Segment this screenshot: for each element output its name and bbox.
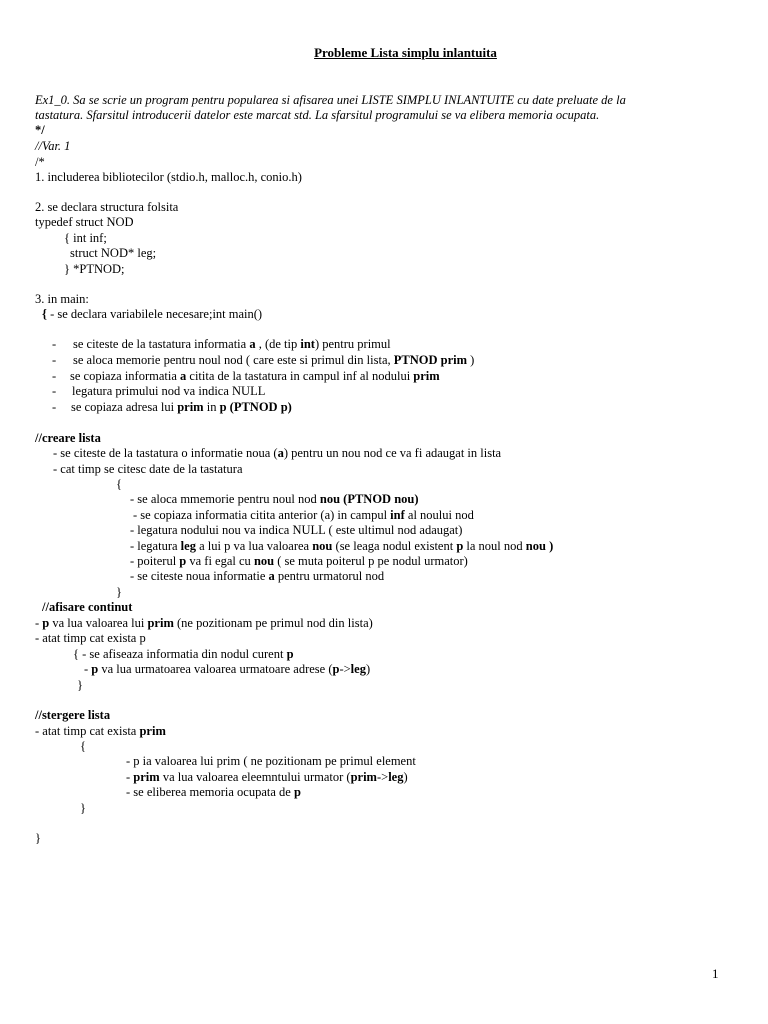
text-segment: ( — [332, 539, 340, 553]
text-line — [126, 785, 301, 800]
bold-text-segment: nou — [319, 492, 341, 506]
text-line — [73, 647, 294, 662]
bold-text-segment: p — [219, 400, 227, 414]
bold-text-segment: p — [286, 647, 294, 661]
text-line — [35, 123, 45, 138]
list-bullet: - — [52, 384, 57, 398]
text-line — [116, 585, 122, 600]
text-segment: ) pentru primul — [314, 337, 391, 351]
text-segment: - legatura — [130, 539, 181, 553]
text-segment: - atat timp cat exista p — [35, 631, 146, 645]
bold-text-segment: //creare lista — [35, 431, 101, 445]
text-segment: - poiterul — [130, 554, 180, 568]
text-line — [130, 539, 553, 554]
text-line — [126, 754, 416, 769]
text-line — [70, 369, 440, 384]
text-line — [35, 831, 41, 846]
text-segment: va lua valoarea eleemntului urmator ( — [159, 770, 351, 784]
text-line — [73, 337, 391, 352]
text-line — [42, 600, 132, 615]
text-line — [84, 662, 370, 677]
text-segment: - — [84, 662, 92, 676]
text-segment: -> — [376, 770, 389, 784]
text-line — [133, 508, 474, 523]
text-line — [35, 108, 599, 123]
text-segment: - se eliberea memoria ocupata de — [126, 785, 294, 799]
text-segment: 2. se declara structura folsita — [35, 200, 179, 214]
document-title: Probleme Lista simplu inlantuita — [314, 45, 497, 60]
text-segment: a lui p va lua valoarea — [195, 539, 313, 553]
text-segment: { — [80, 739, 86, 753]
text-segment: - se aloca mmemorie pentru noul nod — [130, 492, 320, 506]
text-segment: se copiaza adresa lui — [71, 400, 178, 414]
bold-text-segment: leg — [350, 662, 366, 676]
text-line — [80, 739, 86, 754]
text-segment: - se declara variabilele necesare;int main() — [46, 307, 263, 321]
bold-text-segment: p — [293, 785, 301, 799]
list-bullet: - — [52, 337, 57, 351]
text-segment: } — [116, 585, 122, 599]
text-line — [70, 246, 156, 261]
text-segment: citita de la tastatura in campul inf al nodului — [186, 369, 414, 383]
text-segment: se copiaza informatia — [70, 369, 181, 383]
text-line — [35, 215, 134, 230]
bold-text-segment: prim — [147, 616, 174, 630]
bold-text-segment: prim — [139, 724, 166, 738]
text-segment: ) — [467, 353, 475, 367]
bold-text-segment: nou — [253, 554, 275, 568]
text-line — [35, 155, 45, 170]
text-segment: ) — [365, 662, 371, 676]
bold-text-segment: nou — [312, 539, 333, 553]
bold-text-segment: a — [277, 446, 284, 460]
text-line — [35, 708, 110, 723]
text-line — [64, 262, 125, 277]
bold-text-segment: p — [42, 616, 50, 630]
bold-text-segment: ) — [545, 539, 554, 553]
bold-text-segment: nou — [525, 539, 546, 553]
text-segment: 1. includerea bibliotecilor (stdio.h, malloc.h, conio.h) — [35, 170, 302, 184]
text-line — [35, 616, 373, 631]
text-line — [42, 307, 262, 322]
text-segment: { — [116, 477, 122, 491]
text-segment: se leaga nodul existent — [339, 539, 457, 553]
bold-text-segment: prim — [413, 369, 440, 383]
page-number: 1 — [712, 966, 719, 981]
text-segment: - — [126, 770, 134, 784]
text-line — [53, 446, 501, 461]
text-line — [35, 200, 178, 215]
text-line — [126, 770, 408, 785]
text-segment: } *PTNOD; — [64, 262, 125, 276]
text-segment: { int inf; — [64, 231, 107, 245]
text-segment: ) pentru un nou nod ce va fi adaugat in lista — [283, 446, 502, 460]
text-line — [35, 431, 101, 446]
text-segment: } — [35, 831, 41, 845]
text-line — [130, 554, 468, 569]
text-line — [130, 523, 462, 538]
text-segment: - atat timp cat exista — [35, 724, 140, 738]
text-segment: va fi egal cu — [186, 554, 254, 568]
text-segment: la noul nod — [463, 539, 526, 553]
bold-text-segment: prim — [177, 400, 204, 414]
text-segment: va lua valoarea lui — [49, 616, 148, 630]
bold-text-segment: prim — [350, 770, 377, 784]
bold-text-segment: (PTNOD nou) — [343, 492, 419, 506]
text-line — [53, 462, 243, 477]
text-line — [35, 93, 626, 108]
text-line — [64, 231, 107, 246]
text-segment: struct NOD* leg; — [70, 246, 157, 260]
text-segment: } — [77, 678, 83, 692]
bold-text-segment: PTNOD prim — [393, 353, 468, 367]
text-segment: al noului nod — [404, 508, 474, 522]
bold-text-segment: */ — [35, 123, 45, 137]
text-line — [72, 384, 265, 399]
text-line — [35, 139, 70, 154]
text-line — [80, 801, 86, 816]
bold-text-segment: leg — [180, 539, 196, 553]
text-segment: pentru urmatorul nod — [274, 569, 385, 583]
text-segment: 3. in main: — [35, 292, 89, 306]
text-segment: va lua urmatoarea valoarea urmatoare adrese ( — [98, 662, 333, 676]
text-segment: ( se muta poiterul p pe nodul urmator) — [274, 554, 468, 568]
text-segment: Ex1_0. Sa se scrie un program pentru popularea si afisarea unei LISTE SIMPLU INLANTUITE cu date preluate de la — [35, 93, 626, 107]
text-segment: - p ia valoarea lui prim ( ne pozitionam pe primul element — [126, 754, 416, 768]
list-bullet: - — [52, 400, 57, 414]
bold-text-segment: leg — [388, 770, 404, 784]
bold-text-segment: p — [179, 554, 187, 568]
text-segment: legatura primului nod va indica NULL — [72, 384, 266, 398]
text-segment: -> — [339, 662, 351, 676]
text-segment: - legatura nodului nou va indica NULL ( este ultimul nod adaugat) — [130, 523, 463, 537]
text-line — [35, 170, 302, 185]
text-line — [35, 292, 89, 307]
bold-text-segment: p — [456, 539, 464, 553]
text-line — [35, 631, 146, 646]
text-segment: (ne pozitionam pe primul nod din lista) — [173, 616, 373, 630]
bold-text-segment: //afisare continut — [42, 600, 133, 614]
text-line — [130, 569, 384, 584]
text-segment: tastatura. Sfarsitul introducerii datelor este marcat std. La sfarsitul programului se va elibera memoria ocupata. — [35, 108, 600, 122]
bold-text-segment: a — [180, 369, 187, 383]
text-line — [77, 678, 83, 693]
text-segment: se citeste de la tastatura informatia — [73, 337, 250, 351]
text-line — [71, 400, 292, 415]
text-line — [73, 353, 474, 368]
bold-text-segment: //stergere lista — [35, 708, 111, 722]
bold-text-segment: a — [249, 337, 256, 351]
list-bullet: - — [52, 353, 57, 367]
text-segment: in — [203, 400, 220, 414]
text-segment: - se citeste noua informatie — [130, 569, 269, 583]
bold-text-segment: p — [91, 662, 99, 676]
text-segment: /* — [35, 155, 45, 169]
text-segment: - se copiaza informatia citita anterior (a) in campul — [133, 508, 391, 522]
text-segment: , (de tip — [255, 337, 301, 351]
text-line — [130, 492, 419, 507]
text-segment: typedef struct NOD — [35, 215, 134, 229]
text-segment: - cat timp se citesc date de la tastatura — [53, 462, 243, 476]
bold-text-segment: a — [268, 569, 275, 583]
text-segment: ) — [403, 770, 408, 784]
bold-text-segment: (PTNOD p) — [226, 400, 292, 414]
bold-text-segment: p — [332, 662, 340, 676]
text-segment: //Var. 1 — [35, 139, 71, 153]
text-segment: } — [80, 801, 86, 815]
text-segment: - se citeste de la tastatura o informatie noua ( — [53, 446, 278, 460]
text-line — [35, 724, 166, 739]
text-line — [116, 477, 122, 492]
bold-text-segment: inf — [390, 508, 405, 522]
text-segment: se aloca memorie pentru noul nod ( care este si primul din lista, — [73, 353, 394, 367]
bold-text-segment: prim — [133, 770, 160, 784]
text-segment: - — [35, 616, 43, 630]
bold-text-segment: { — [42, 307, 47, 321]
text-segment: { - se afiseaza informatia din nodul curent — [73, 647, 287, 661]
bold-text-segment: int — [300, 337, 315, 351]
list-bullet: - — [52, 369, 57, 383]
